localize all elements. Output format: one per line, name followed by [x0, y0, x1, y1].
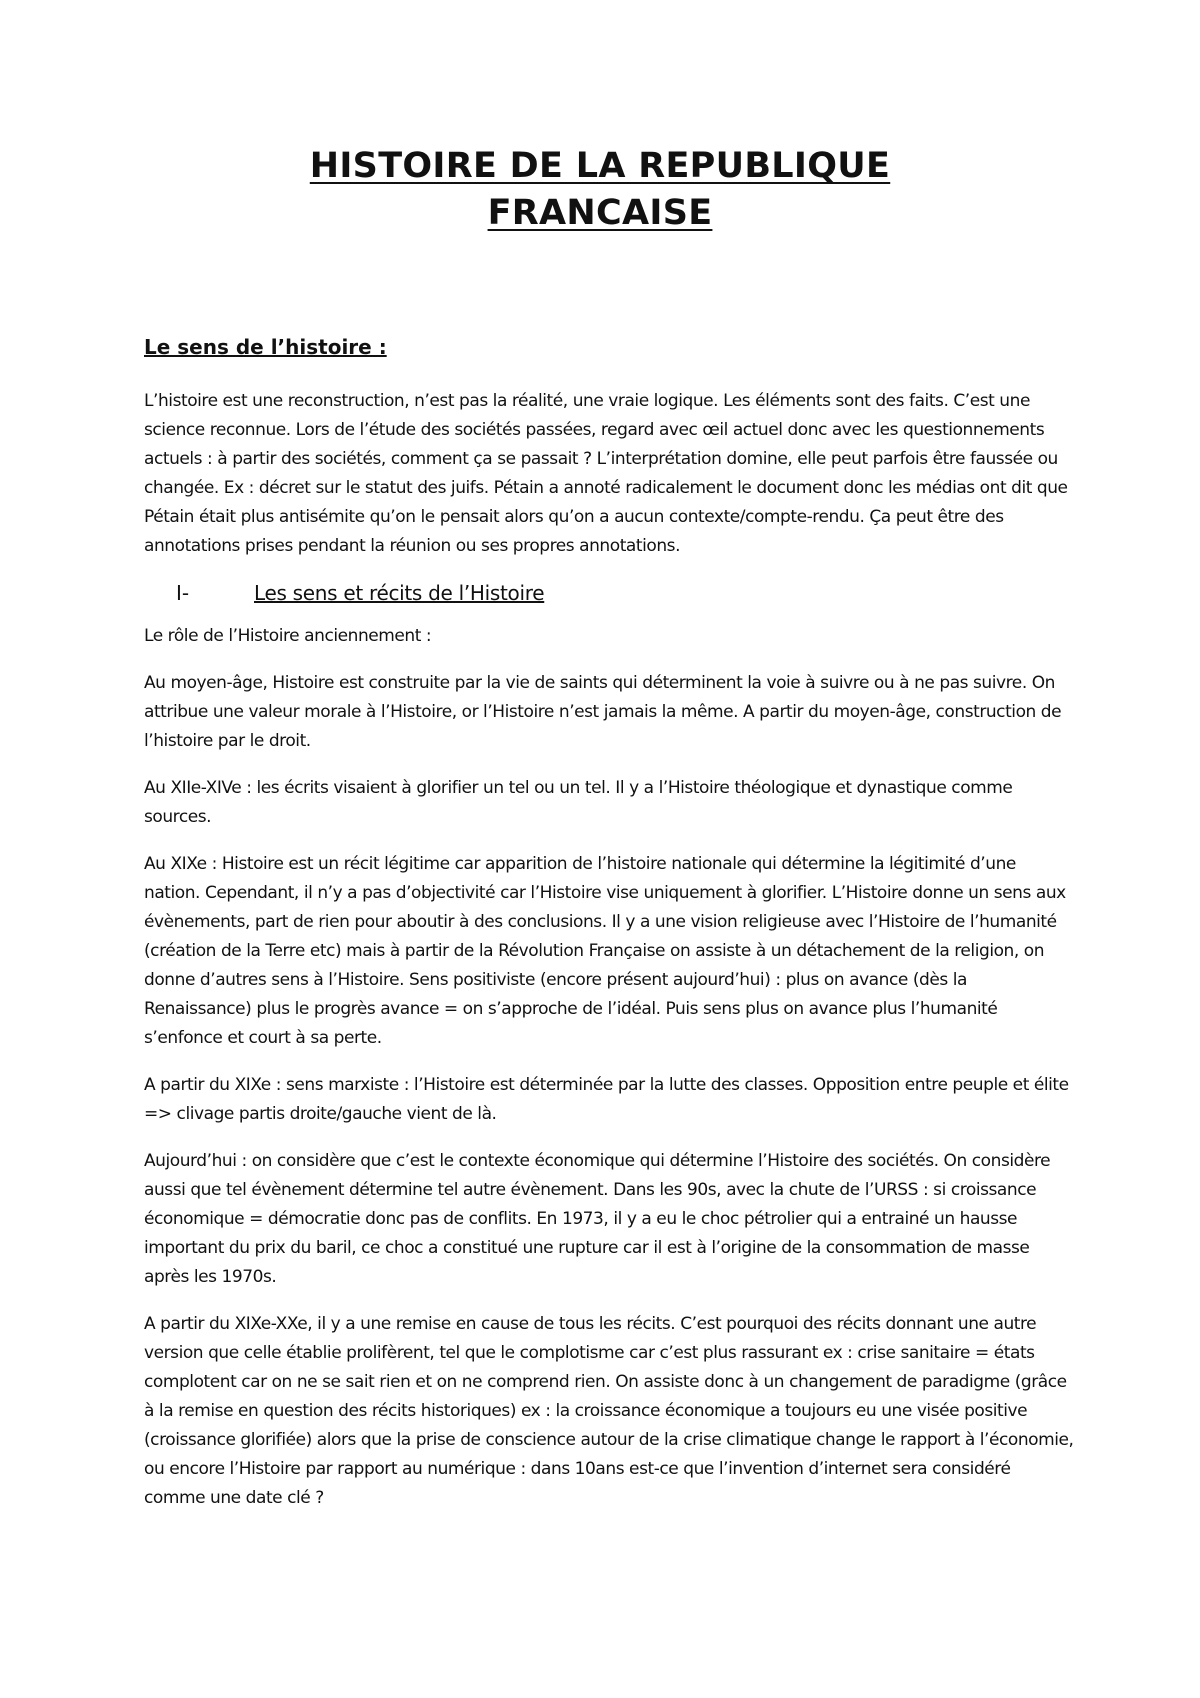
paragraph-moyen-age: Au moyen-âge, Histoire est construite par la vie de saints qui déterminent la voie à suivre ou à ne pas suivre. On attribue une valeur morale à l’Histoire, or l’Histoire n’est jamais la même. A partir du moyen-âge, construction de l’histoire par le droit.: [144, 673, 1062, 751]
paragraph-marxiste: A partir du XIXe : sens marxiste : l’Histoire est déterminée par la lutte des classes. Opposition entre peuple et élite => clivage partis droite/gauche vient de là.: [144, 1075, 1069, 1124]
paragraph-role-ancien: Le rôle de l’Histoire anciennement :: [144, 626, 432, 646]
paragraph-xiie-xive: Au XIIe-XIVe : les écrits visaient à glorifier un tel ou un tel. Il y a l’Histoire théologique et dynastique comme sources.: [144, 778, 1013, 827]
document-title: [0, 143, 1200, 237]
paragraph-xixe: Au XIXe : Histoire est un récit légitime car apparition de l’histoire nationale qui détermine la légitimité d’une nation. Cependant, il n’y a pas d’objectivité car l’Histoire vise uniquement à glorifier. L’Histoire donne un sens aux évènements, part de rien pour aboutir à des conclusions. Il y a une vision religieuse avec l’Histoire de l’humanité (création de la Terre etc) mais à partir de la Révolution Française on assiste à un détachement de la religion, on donne d’autres sens à l’Histoire. Sens positiviste (encore présent aujourd’hui) : plus on avance (dès la Renaissance) plus le progrès avance = on s’approche de l’idéal. Puis sens plus on avance plus l’humanité s’enfonce et court à sa perte.: [144, 854, 1066, 1048]
document-body: [144, 333, 1074, 1531]
section-heading-1: [144, 579, 1074, 608]
intro-paragraph: L’histoire est une reconstruction, n’est pas la réalité, une vraie logique. Les éléments sont des faits. C’est une science reconnue. Lors de l’étude des sociétés passées, regard avec œil actuel donc avec les questionnements actuels : à partir des sociétés, comment ça se passait ? L’interprétation domine, elle peut parfois être faussée ou changée. Ex : décret sur le statut des juifs. Pétain a annoté radicalement le document donc les médias ont dit que Pétain était plus antisémite qu’on le pensait alors qu’on a aucun contexte/compte-rendu. Ça peut être des annotations prises pendant la réunion ou ses propres annotations.: [144, 391, 1068, 556]
section-title: Les sens et récits de l’Histoire: [254, 581, 545, 605]
paragraph-aujourdhui: Aujourd’hui : on considère que c’est le contexte économique qui détermine l’Histoire des sociétés. On considère aussi que tel évènement détermine tel autre évènement. Dans les 90s, avec la chute de l’URSS : si croissance économique = démocratie donc pas de conflits. En 1973, il y a eu le choc pétrolier qui a entrainé un hausse important du prix du baril, ce choc a constitué une rupture car il est à l’origine de la consommation de masse après les 1970s.: [144, 1151, 1051, 1287]
document-title-line-1: HISTOIRE DE LA REPUBLIQUE: [309, 146, 891, 186]
paragraph-remise-en-cause: A partir du XIXe-XXe, il y a une remise en cause de tous les récits. C’est pourquoi des récits donnant une autre version que celle établie prolifèrent, tel que le complotisme car c’est plus rassurant ex : crise sanitaire = états complotent car on ne se sait rien et on ne comprend rien. On assiste donc à un changement de paradigme (grâce à la remise en question des récits historiques) ex : la croissance économique a toujours eu une visée positive (croissance glorifiée) alors que la prise de conscience autour de la crise climatique change le rapport à l’économie, ou encore l’Histoire par rapport au numérique : dans 10ans est-ce que l’invention d’internet sera considéré comme une date clé ?: [144, 1314, 1074, 1508]
document-title-line-2: FRANCAISE: [487, 193, 713, 233]
section-number: I-: [176, 581, 190, 605]
heading-sens-histoire: Le sens de l’histoire :: [144, 335, 387, 359]
